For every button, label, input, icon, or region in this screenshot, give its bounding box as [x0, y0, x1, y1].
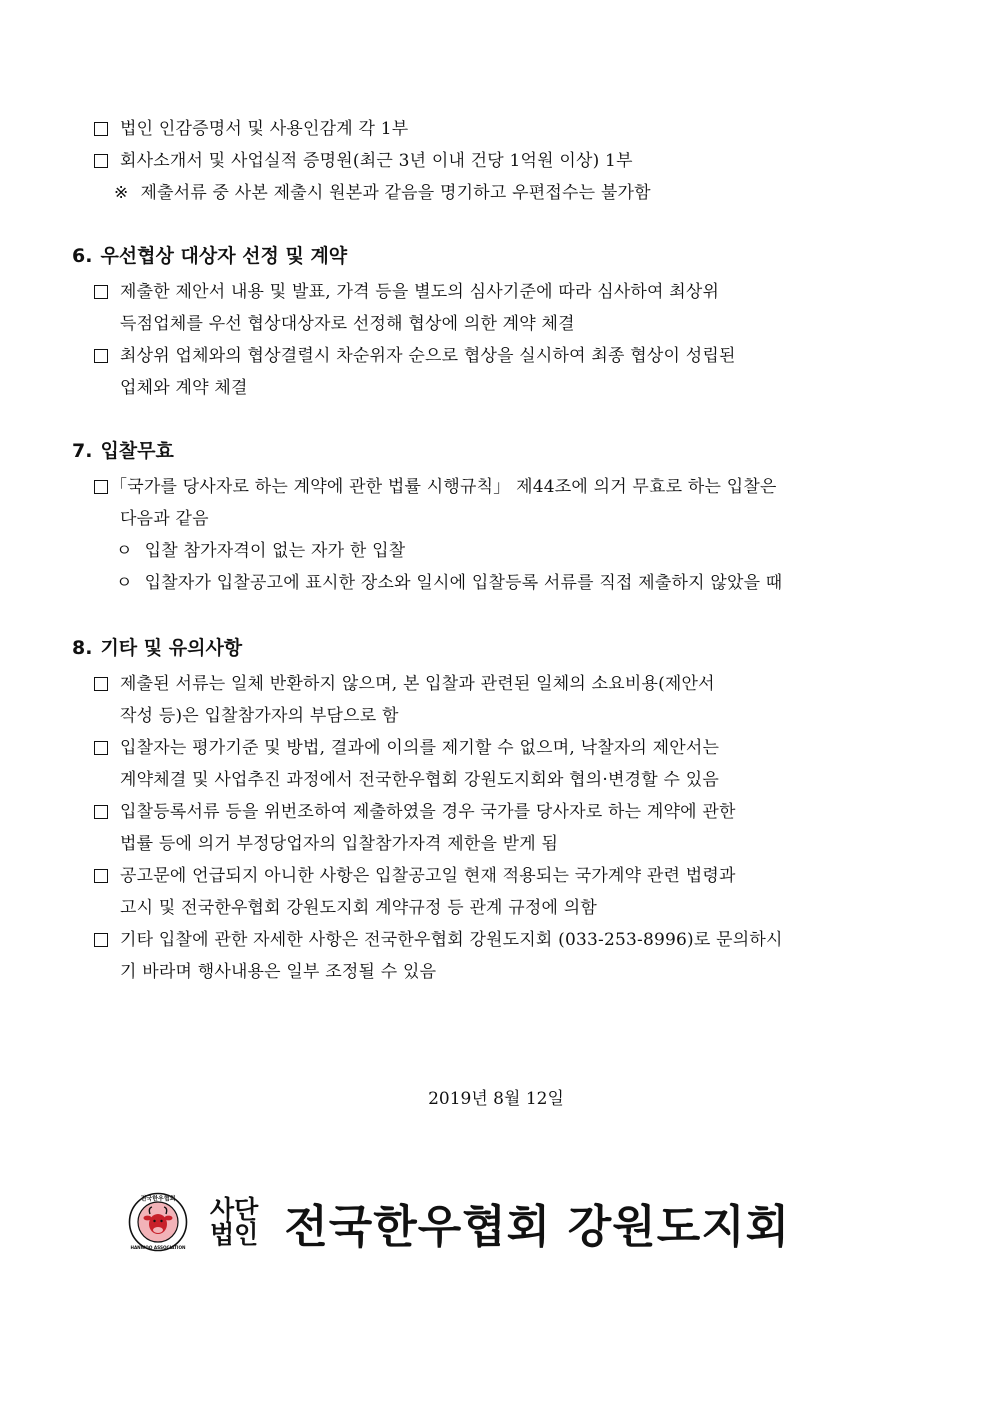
bullet-text: 입찰 참가자격이 없는 자가 한 입찰: [144, 541, 406, 561]
checkbox-icon: [94, 741, 108, 755]
checklist-text: 최상위 업체와의 협상결렬시 차순위자 순으로 협상을 실시하여 최종 협상이 성립된: [120, 346, 736, 366]
checklist-item: [94, 672, 715, 696]
checklist-continuation: [120, 704, 399, 728]
section-6-heading: [72, 243, 347, 269]
checklist-item: [94, 736, 719, 760]
section-title: 기타 및 유의사항: [100, 637, 243, 659]
bullet-item: [116, 571, 782, 595]
checklist-item: [94, 475, 777, 499]
checklist-continuation: [120, 832, 558, 856]
checklist-continuation: [120, 896, 597, 920]
circle-bullet-icon: ㅇ: [116, 541, 133, 561]
circle-bullet-icon: ㅇ: [116, 573, 133, 593]
checklist-text: 공고문에 언급되지 아니한 사항은 입찰공고일 현재 적용되는 국가계약 관련 법령과: [120, 866, 736, 886]
section-7-heading: [72, 438, 174, 464]
checklist-item: [94, 800, 736, 824]
checklist-text: 입찰자는 평가기준 및 방법, 결과에 이의를 제기할 수 없으며, 낙찰자의 제안서는: [120, 738, 720, 758]
checklist-text: 계약체결 및 사업추진 과정에서 전국한우협회 강원도지회와 협의·변경할 수 있음: [120, 770, 719, 790]
note-text: 제출서류 중 사본 제출시 원본과 같음을 명기하고 우편접수는 불가함: [140, 183, 651, 203]
seal-top-text: 전국한우협회: [140, 1195, 176, 1203]
section-8-heading: [72, 635, 242, 661]
checklist-item: [94, 864, 736, 888]
checkbox-icon: [94, 869, 108, 883]
checklist-item: [94, 117, 408, 141]
hanwoo-association-seal-icon: [128, 1192, 188, 1252]
checklist-item: [94, 149, 633, 173]
corporation-type-label: [210, 1197, 258, 1247]
checkbox-icon: [94, 677, 108, 691]
checklist-item: [94, 280, 719, 304]
checkbox-icon: [94, 349, 108, 363]
section-number: 8.: [72, 637, 93, 659]
bullet-item: [116, 539, 405, 563]
checklist-text: 기 바라며 행사내용은 일부 조정될 수 있음: [120, 962, 437, 982]
checkbox-icon: [94, 154, 108, 168]
bullet-text: 입찰자가 입찰공고에 표시한 장소와 일시에 입찰등록 서류를 직접 제출하지 않았을 때: [144, 573, 783, 593]
checklist-text: 제출된 서류는 일체 반환하지 않으며, 본 입찰과 관련된 일체의 소요비용(제안서: [120, 674, 715, 694]
checklist-text: 기타 입찰에 관한 자세한 사항은 전국한우협회 강원도지회 (033-253-8996)로 문의하시: [120, 930, 783, 950]
section-number: 7.: [72, 440, 93, 462]
seal-bottom-text: HANWOO ASSOCIATION: [130, 1245, 186, 1250]
checklist-text: 입찰등록서류 등을 위번조하여 제출하였을 경우 국가를 당사자로 하는 계약에 관한: [120, 802, 736, 822]
checkbox-icon: [94, 480, 108, 494]
checklist-text: 작성 등)은 입찰참가자의 부담으로 함: [120, 706, 399, 726]
checklist-continuation: [120, 376, 248, 400]
checklist-text: 법률 등에 의거 부정당업자의 입찰참가자격 제한을 받게 됨: [120, 834, 559, 854]
checklist-continuation: [120, 768, 719, 792]
section-number: 6.: [72, 245, 93, 267]
document-date: 2019년 8월 12일: [428, 1089, 564, 1109]
checklist-item: [94, 344, 736, 368]
checkbox-icon: [94, 122, 108, 136]
organization-signature: [128, 1190, 790, 1254]
corporation-type-line-1: 사단: [210, 1195, 259, 1224]
checklist-text: 제출한 제안서 내용 및 발표, 가격 등을 별도의 심사기준에 따라 심사하여 최상위: [120, 282, 720, 302]
checklist-text: 업체와 계약 체결: [120, 378, 248, 398]
checklist-text: 고시 및 전국한우협회 강원도지회 계약규정 등 관계 규정에 의함: [120, 898, 598, 918]
checklist-text: 득점업체를 우선 협상대상자로 선정해 협상에 의한 계약 체결: [120, 314, 575, 334]
checklist-continuation: [120, 507, 209, 531]
checklist-text: 회사소개서 및 사업실적 증명원(최근 3년 이내 건당 1억원 이상) 1부: [120, 151, 633, 171]
note-line: [114, 181, 651, 205]
corporation-type-line-2: 법인: [210, 1220, 259, 1249]
checkbox-icon: [94, 805, 108, 819]
section-title: 입찰무효: [100, 440, 174, 462]
checklist-text: 「국가를 당사자로 하는 계약에 관한 법률 시행규칙」 제44조에 의거 무효로 하는 입찰은: [110, 477, 777, 497]
checklist-item: [94, 928, 783, 952]
checklist-text: 다음과 같음: [120, 509, 209, 529]
checklist-continuation: [120, 960, 436, 984]
checklist-text: 법인 인감증명서 및 사용인감계 각 1부: [120, 119, 409, 139]
checkbox-icon: [94, 933, 108, 947]
checkbox-icon: [94, 285, 108, 299]
organization-name: 전국한우협회 강원도지회: [284, 1199, 791, 1253]
checklist-continuation: [120, 312, 575, 336]
section-title: 우선협상 대상자 선정 및 계약: [100, 245, 348, 267]
reference-mark-icon: ※: [114, 183, 129, 203]
